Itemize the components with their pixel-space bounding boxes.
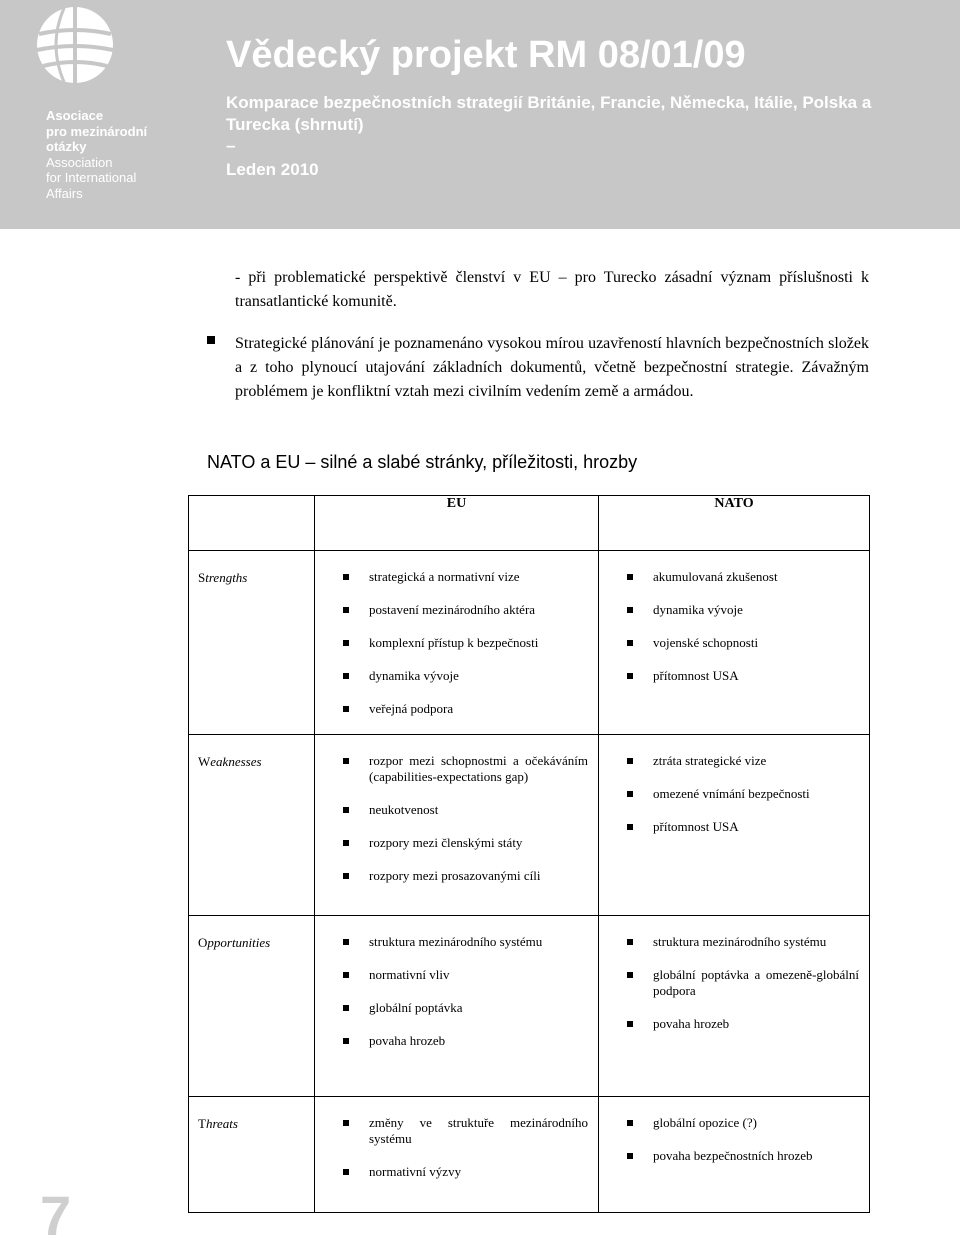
org-line: pro mezinárodní <box>46 123 148 139</box>
list-item: globální poptávka <box>343 1000 588 1016</box>
section-heading: NATO a EU – silné a slabé stránky, příležitosti, hrozby <box>207 452 638 472</box>
nato-cell <box>599 735 870 916</box>
list-item: neukotvenost <box>343 802 588 818</box>
header-dash: – <box>226 136 236 155</box>
list-item: ztráta strategické vize <box>627 753 859 769</box>
column-header-eu: EU <box>315 496 599 551</box>
list-item: dynamika vývoje <box>343 668 588 684</box>
globe-logo-icon <box>34 4 116 86</box>
row-label-initial: W <box>198 754 211 769</box>
table-row <box>189 1097 870 1213</box>
list-item: normativní výzvy <box>343 1164 588 1180</box>
row-label-text: trengths <box>205 570 248 585</box>
list-item: veřejná podpora <box>343 701 588 717</box>
list-item: rozpory mezi členskými státy <box>343 835 588 851</box>
list-item: vojenské schopnosti <box>627 635 859 651</box>
paragraph: Strategické plánování je poznamenáno vysokou mírou uzavřeností hlavních bezpečnostních složek a z toho plynoucí utajování základních dokumentů, včetně bezpečnostní strategie. Závažným problémem je konfliktní vztah mezi civilním vedením země a armádou. <box>235 335 869 400</box>
table-header-cell <box>189 496 315 551</box>
nato-cell <box>599 916 870 1097</box>
list-item: povaha hrozeb <box>627 1016 859 1032</box>
list-item: strategická a normativní vize <box>343 569 588 585</box>
page-number: 7 <box>40 1184 72 1247</box>
list-item: globální opozice (?) <box>627 1115 859 1131</box>
row-label-text: eaknesses <box>210 754 262 769</box>
row-label <box>189 735 315 916</box>
eu-cell <box>315 916 599 1097</box>
row-label <box>189 1097 315 1213</box>
list-item: přítomnost USA <box>627 819 859 835</box>
list-item: povaha hrozeb <box>343 1033 588 1049</box>
list-item: globální poptávka a omezeně-globální podpora <box>627 967 859 999</box>
row-label-text: hreats <box>205 1116 238 1131</box>
swot-table <box>188 495 870 1213</box>
list-item: změny ve struktuře mezinárodního systému <box>343 1115 588 1147</box>
list-item: dynamika vývoje <box>627 602 859 618</box>
list-item: komplexní přístup k bezpečnosti <box>343 635 588 651</box>
paragraph: - při problematické perspektivě členství v EU – pro Turecko zásadní význam příslušnosti k transatlantické komunitě. <box>235 269 869 310</box>
bullet-icon <box>207 336 215 344</box>
header-banner <box>0 0 960 229</box>
org-line: for International <box>46 170 137 185</box>
org-line: Affairs <box>46 185 83 201</box>
list-item: struktura mezinárodního systému <box>627 934 859 950</box>
list-item: přítomnost USA <box>627 668 859 684</box>
org-line: Asociace <box>46 108 104 123</box>
row-label-initial: S <box>198 570 206 585</box>
row-label-initial: T <box>198 1116 206 1131</box>
list-item: rozpor mezi schopnostmi a očekáváním (capabilities-expectations gap) <box>343 753 588 785</box>
column-header-nato: NATO <box>599 496 870 551</box>
eu-cell <box>315 1097 599 1213</box>
eu-cell <box>315 551 599 735</box>
table-row <box>189 551 870 735</box>
document-subtitle: Komparace bezpečnostních strategií Británie, Francie, Německa, Itálie, Polska a Turecka (shrnutí) <box>226 93 872 134</box>
org-line: otázky <box>46 139 87 154</box>
list-item: omezené vnímání bezpečnosti <box>627 786 859 802</box>
row-label <box>189 916 315 1097</box>
row-label-text: pportunities <box>207 935 271 950</box>
nato-cell <box>599 551 870 735</box>
list-item: akumulovaná zkušenost <box>627 569 859 585</box>
list-item: rozpory mezi prosazovanými cíli <box>343 868 588 884</box>
nato-cell <box>599 1097 870 1213</box>
eu-cell <box>315 735 599 916</box>
list-item: povaha bezpečnostních hrozeb <box>627 1148 859 1164</box>
table-header-row <box>189 496 870 551</box>
table-row <box>189 916 870 1097</box>
org-line: Association <box>46 154 113 170</box>
document-date: Leden 2010 <box>226 160 319 179</box>
list-item: normativní vliv <box>343 967 588 983</box>
document-title: Vědecký projekt RM 08/01/09 <box>226 34 746 76</box>
list-item: postavení mezinárodního aktéra <box>343 602 588 618</box>
row-label-initial: O <box>198 935 208 950</box>
organization-name <box>46 108 147 201</box>
row-label <box>189 551 315 735</box>
table-row <box>189 735 870 916</box>
list-item: struktura mezinárodního systému <box>343 934 588 950</box>
